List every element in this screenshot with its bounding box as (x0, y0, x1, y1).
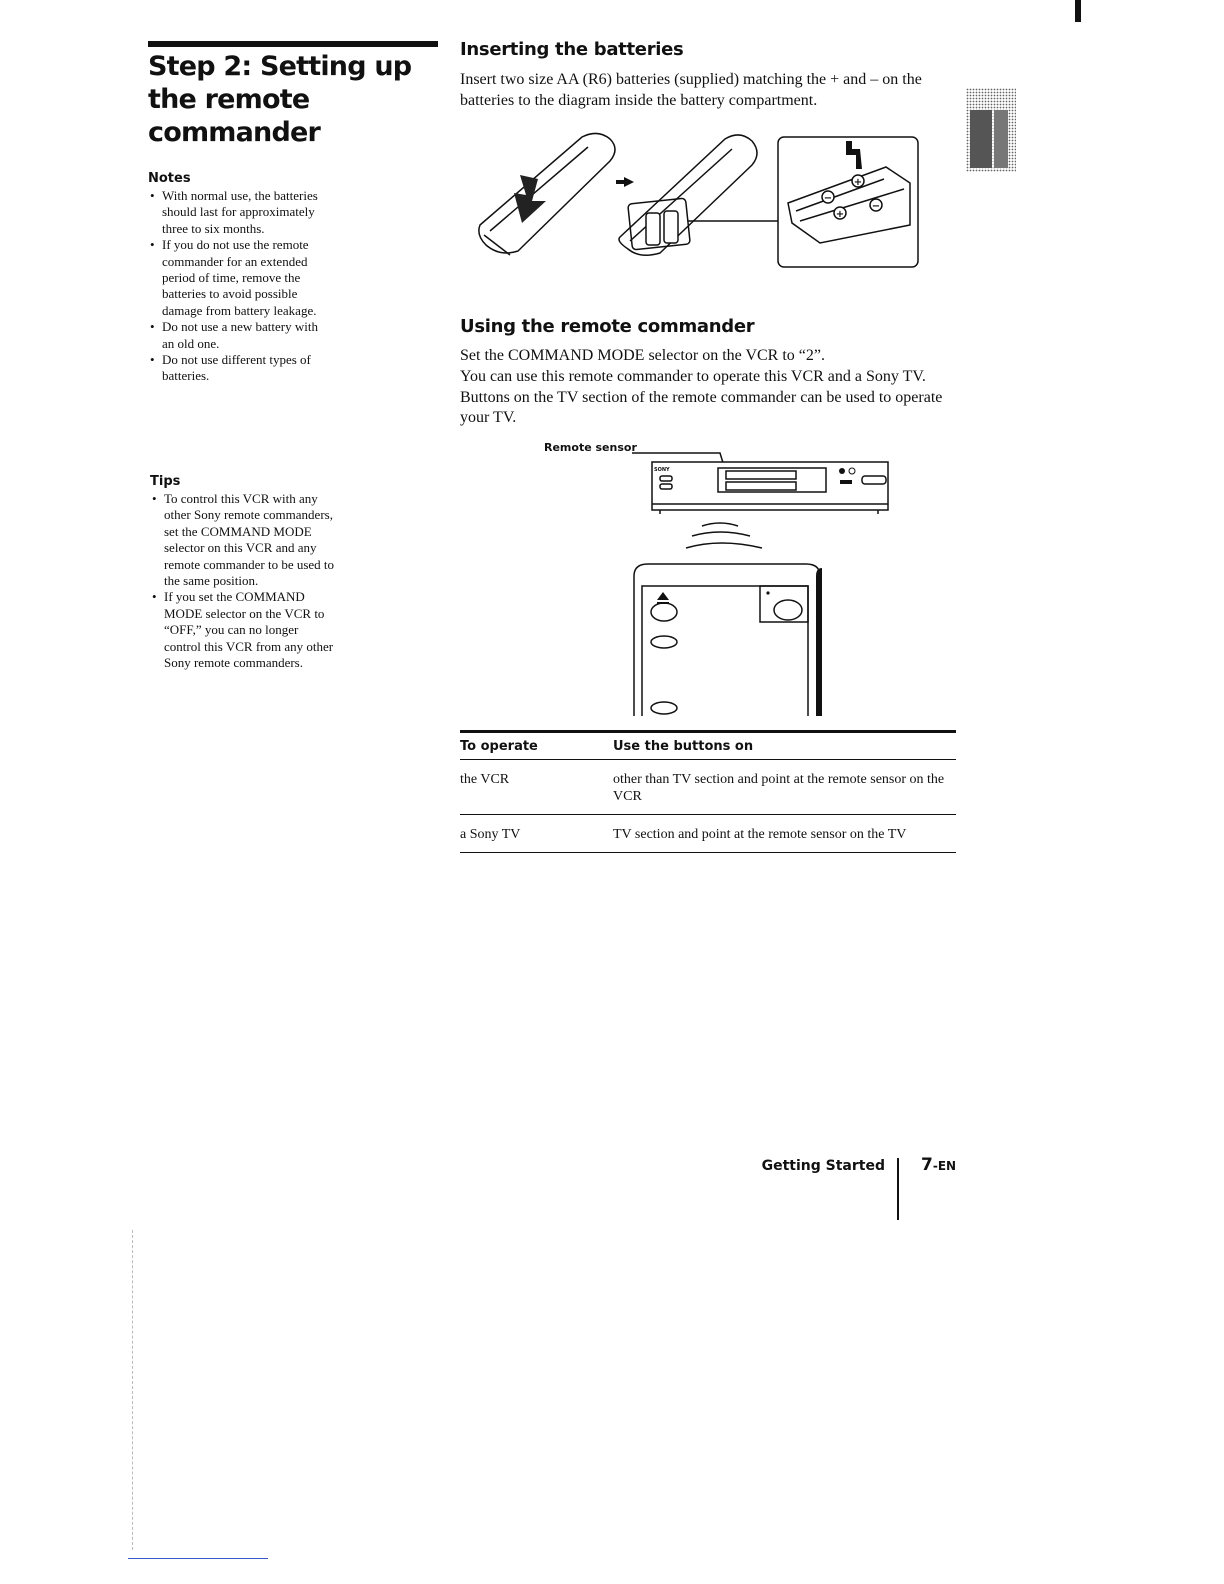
tips-heading: Tips (150, 474, 181, 489)
column-header: Use the buttons on (613, 739, 754, 754)
list-item: • Do not use different types of batteries. (148, 352, 333, 385)
binding-edge-line (132, 1230, 133, 1550)
table-cell: the VCR (460, 772, 510, 787)
inserting-body: Insert two size AA (R6) batteries (supplied) matching the + and – on the batteries to the diagram inside the battery compartment. (460, 71, 922, 109)
notes-heading: Notes (148, 171, 191, 186)
footer-divider (897, 1158, 899, 1220)
list-item: • To control this VCR with any other Sony remote commanders, set the COMMAND MODE selector on this VCR and any remote commander to be used to the same position. (150, 491, 335, 589)
notes-list (148, 188, 333, 385)
list-item: • Do not use a new battery with an old one. (148, 319, 333, 352)
using-heading: Using the remote commander (460, 316, 755, 337)
vcr-and-remote-illustration (540, 440, 900, 720)
list-item: • With normal use, the batteries should last for approximately three to six months. (148, 188, 333, 237)
battery-minus-sign: − (871, 201, 881, 212)
page-number-suffix: -EN (932, 1159, 957, 1173)
operation-table (460, 730, 956, 853)
battery-insertion-illustration (470, 125, 930, 275)
table-cell: a Sony TV (460, 827, 521, 842)
battery-minus-sign: − (823, 193, 833, 204)
table-cell: other than TV section and point at the remote sensor on the VCR (613, 772, 945, 804)
battery-plus-sign: + (853, 177, 863, 188)
table-row (460, 760, 956, 815)
list-item: • If you do not use the remote commander for an extended period of time, remove the batteries to avoid possible damage from battery leakage. (148, 237, 333, 319)
page-number-value: 7 (921, 1155, 933, 1175)
vcr-brand-label: SONY (654, 467, 670, 473)
page-number (921, 1155, 956, 1175)
using-line-1: Set the COMMAND MODE selector on the VCR to “2”. (460, 347, 825, 364)
tips-list (150, 491, 335, 671)
list-item: • If you set the COMMAND MODE selector on the VCR to “OFF,” you can no longer control this VCR from any other Sony remote commanders. (150, 589, 335, 671)
table-header-row (460, 732, 956, 760)
section-thumb-tab (966, 88, 1016, 172)
table-cell: TV section and point at the remote sensor on the TV (613, 827, 907, 842)
page-edge-mark (1075, 0, 1081, 22)
inserting-heading: Inserting the batteries (460, 39, 684, 60)
title-rule (148, 41, 438, 47)
table-row (460, 815, 956, 853)
remote-sensor-label: Remote sensor (544, 441, 637, 454)
using-line-2: You can use this remote commander to operate this VCR and a Sony TV. Buttons on the TV section of the remote commander can be used to operate your TV. (460, 368, 943, 426)
bottom-rule (128, 1558, 268, 1559)
column-header: To operate (460, 739, 538, 754)
page-title: Step 2: Setting up the remote commander (148, 51, 412, 148)
battery-plus-sign: + (835, 209, 845, 220)
footer-section-name: Getting Started (761, 1158, 885, 1174)
